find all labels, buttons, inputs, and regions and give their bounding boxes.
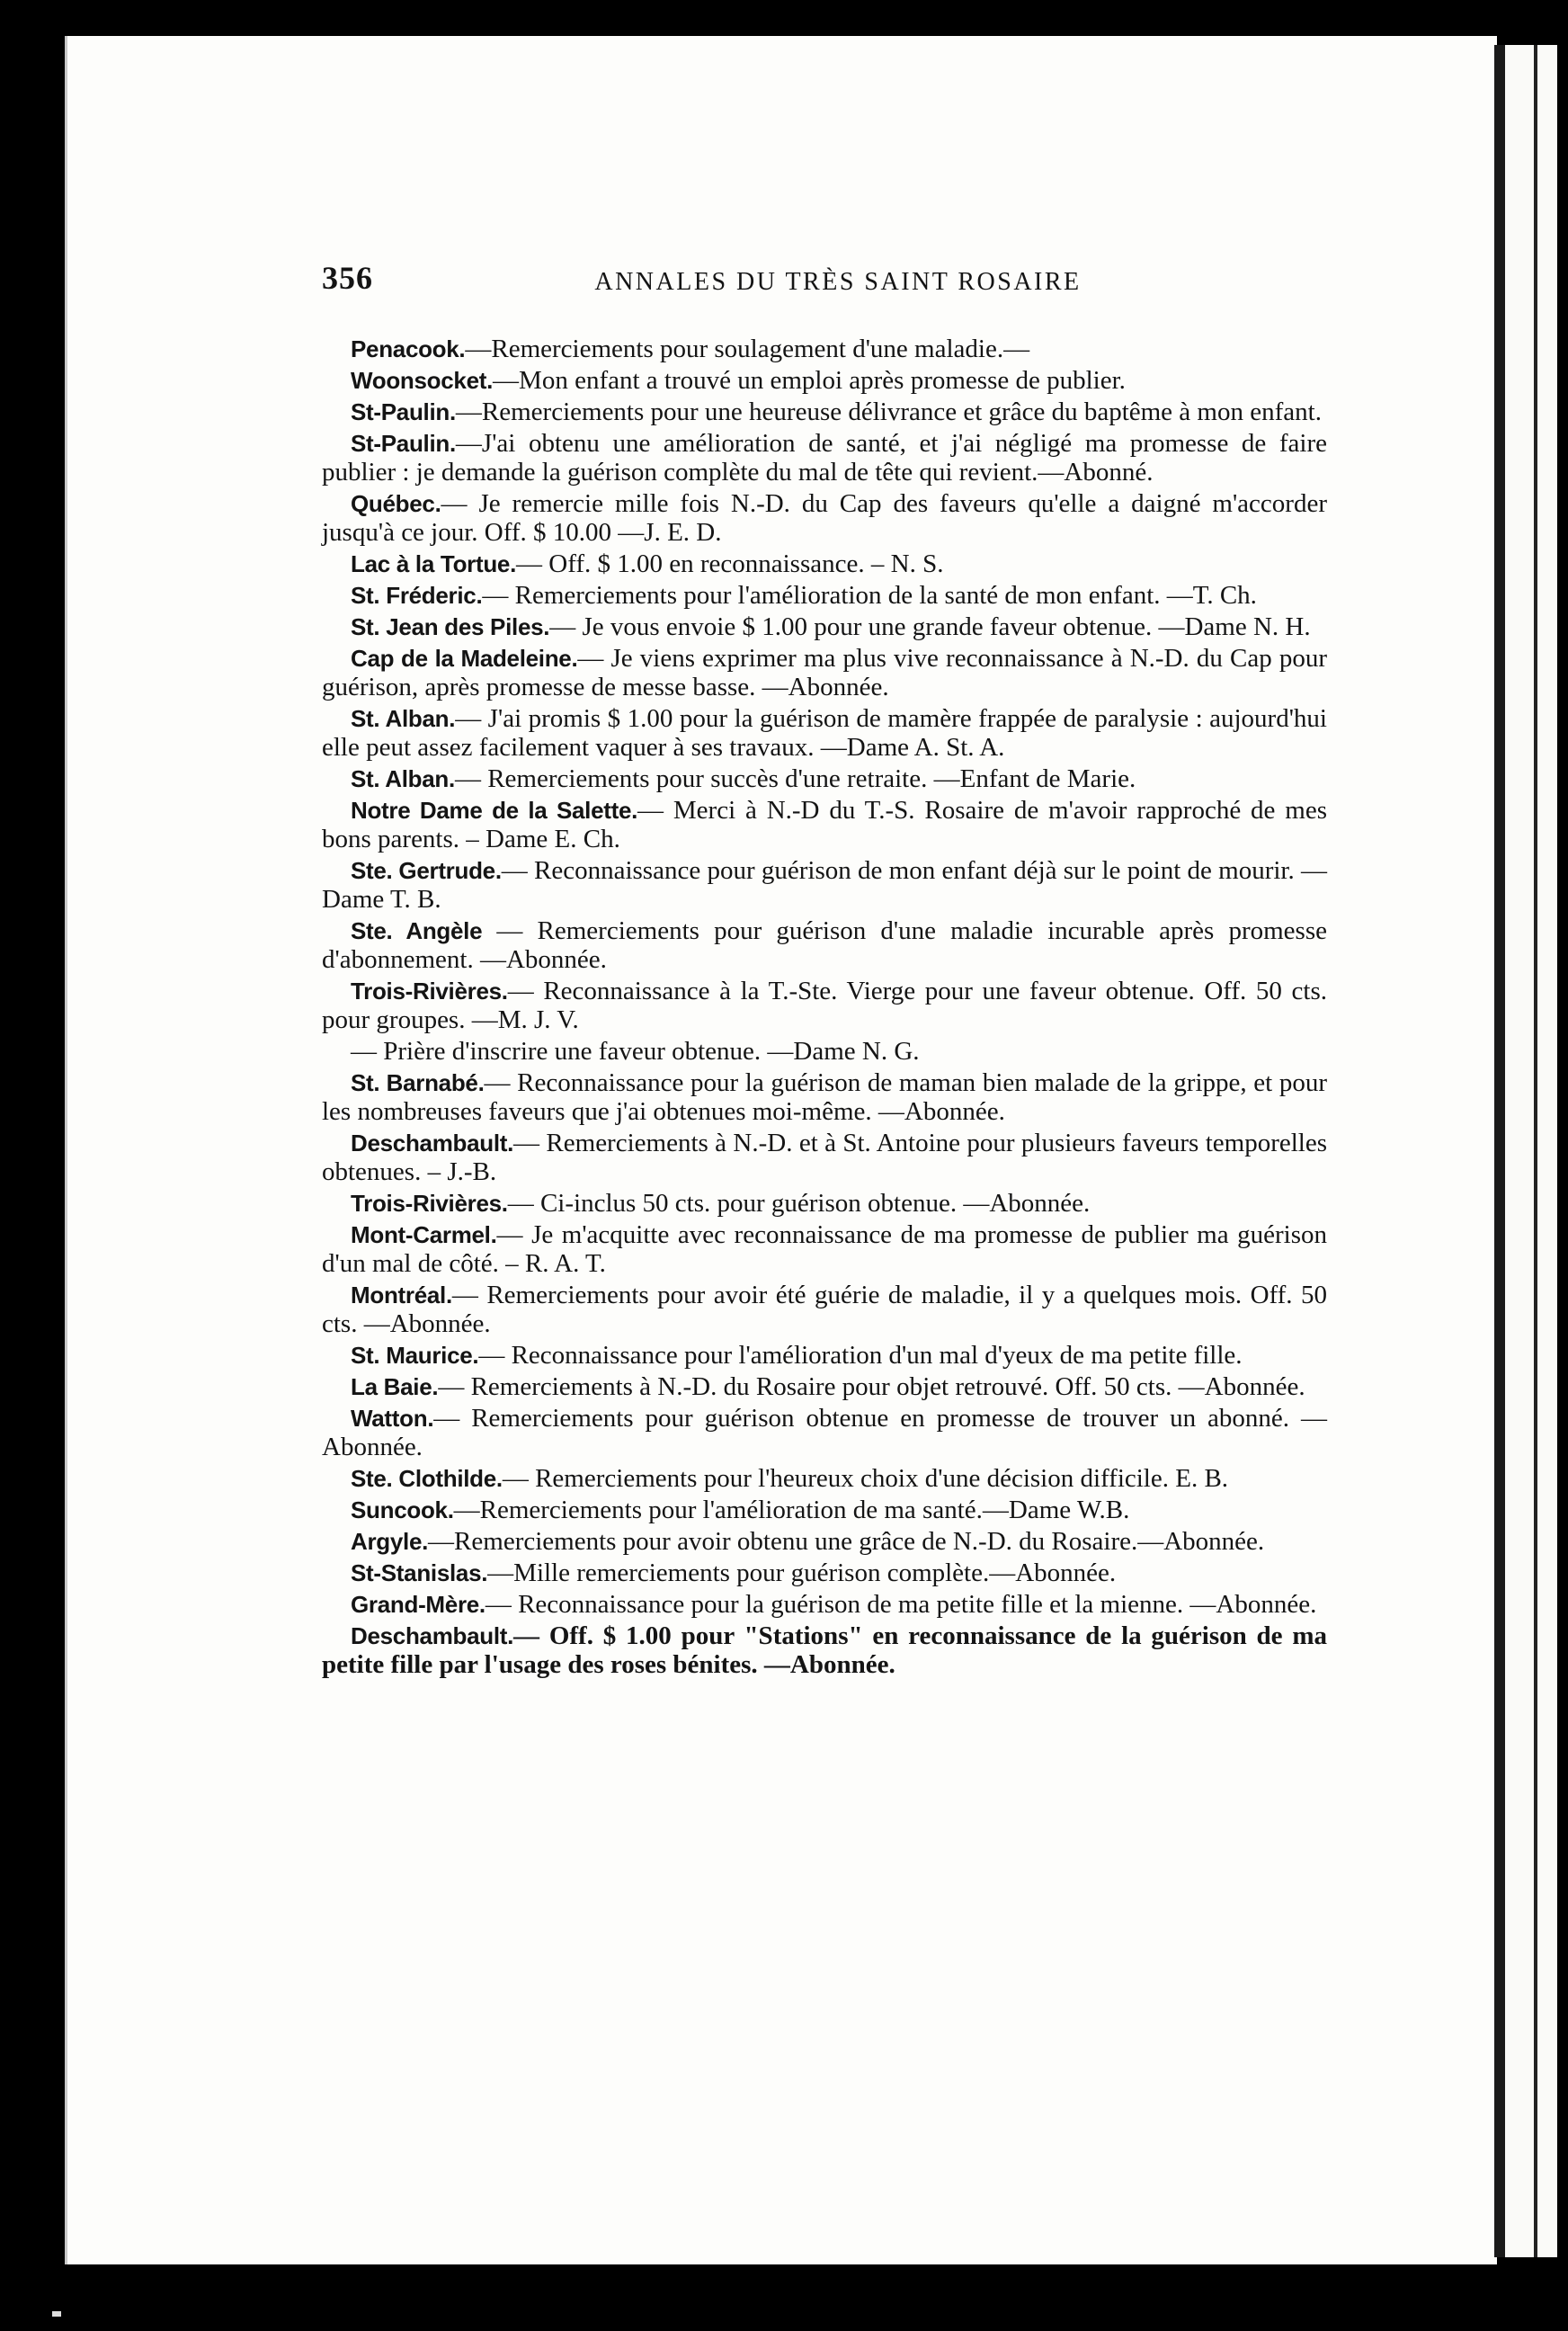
entry-place: Ste. Gertrude. <box>351 857 502 884</box>
entry-place: Lac à la Tortue. <box>351 550 516 577</box>
entry-text: — Off. $ 1.00 en reconnaissance. – N. S. <box>516 549 944 578</box>
entry-paragraph <box>322 581 1327 610</box>
entry-text: — Reconnaissance pour l'amélioration d'un mal d'yeux de ma petite fille. <box>478 1341 1243 1370</box>
entry-text: —Mille remerciements pour guérison complète.—Abonnée. <box>487 1558 1117 1587</box>
entry-place: St. Fréderic. <box>351 582 483 609</box>
entry-place: Québec. <box>351 490 441 517</box>
entry-text: — Je vous envoie $ 1.00 pour une grande faveur obtenue. —Dame N. H. <box>549 612 1311 641</box>
entry-text: — J'ai promis $ 1.00 pour la guérison de mamère frappée de paralysie : aujourd'hui elle peut assez facilement vaquer à ses travaux. —Dame A. St. A. <box>322 704 1327 762</box>
entry-text: — Reconnaissance pour guérison de mon enfant déjà sur le point de mourir. —Dame T. B. <box>322 856 1327 914</box>
running-title: ANNALES DU TRÈS SAINT ROSAIRE <box>594 268 1082 296</box>
entry-paragraph <box>322 1404 1327 1461</box>
entry-paragraph <box>322 1189 1327 1218</box>
entry-place: Deschambault. <box>351 1130 514 1157</box>
entry-text: —Mon enfant a trouvé un emploi après promesse de publier. <box>493 366 1126 395</box>
entry-paragraph <box>322 489 1327 547</box>
entry-paragraph <box>322 1372 1327 1401</box>
entry-paragraph <box>322 916 1327 974</box>
running-head <box>322 259 1327 309</box>
entry-place: St-Stanislas. <box>351 1559 488 1586</box>
entry-text: — Remerciements à N.-D. et à St. Antoine pour plusieurs faveurs temporelles obtenues. – J.-B. <box>322 1129 1327 1186</box>
page-content <box>322 259 1327 1682</box>
entry-paragraph <box>322 335 1327 363</box>
entry-place: Montréal. <box>351 1282 452 1308</box>
entry-place: Cap de la Madeleine. <box>351 645 578 672</box>
entry-text: — Remerciements pour guérison obtenue en promesse de trouver un abonné. —Abonnée. <box>322 1404 1327 1461</box>
entry-paragraph <box>322 856 1327 914</box>
entry-text: — Merci à N.-D du T.-S. Rosaire de m'avoir rapproché de mes bons parents. – Dame E. Ch. <box>322 796 1327 853</box>
entry-text: — Reconnaissance à la T.-Ste. Vierge pour une faveur obtenue. Off. 50 cts. pour groupes. —M. J. V. <box>322 977 1327 1034</box>
entry-paragraph <box>322 1464 1327 1493</box>
entry-text: —Remerciements pour une heureuse délivrance et grâce du baptême à mon enfant. <box>455 397 1322 426</box>
entry-place: St. Alban. <box>351 765 455 792</box>
entry-paragraph <box>322 549 1327 578</box>
entry-place: St. Jean des Piles. <box>351 613 550 640</box>
entry-place: St. Maurice. <box>351 1342 479 1369</box>
entry-paragraph <box>322 1068 1327 1126</box>
entry-paragraph <box>322 1496 1327 1524</box>
entry-text: — Remerciements pour avoir été guérie de maladie, il y a quelques mois. Off. 50 cts. —Abonnée. <box>322 1281 1327 1338</box>
entry-text: — Je remercie mille fois N.-D. du Cap des faveurs qu'elle a daigné m'accorder jusqu'à ce jour. Off. $ 10.00 —J. E. D. <box>322 489 1327 547</box>
entry-text: —J'ai obtenu une amélioration de santé, et j'ai négligé ma promesse de faire publier : je demande la guérison complète du mal de tête qui revient.—Abonné. <box>322 429 1327 487</box>
entry-place: La Baie. <box>351 1373 439 1400</box>
entry-paragraph <box>322 1558 1327 1587</box>
entry-place: Ste. Angèle <box>351 917 483 944</box>
entry-place: Trois-Rivières. <box>351 978 508 1005</box>
entry-paragraph <box>322 1341 1327 1370</box>
entry-paragraph <box>322 796 1327 853</box>
entry-place: St-Paulin. <box>351 398 456 425</box>
adjacent-page-edge <box>1494 45 1557 2257</box>
entry-paragraph <box>322 1281 1327 1338</box>
entry-text: — Remerciements pour l'heureux choix d'une décision difficile. E. B. <box>502 1464 1229 1493</box>
entry-paragraph <box>322 1037 1327 1066</box>
entry-paragraph <box>322 612 1327 641</box>
entry-paragraph <box>322 764 1327 793</box>
entry-place: St-Paulin. <box>351 430 456 457</box>
entry-text: — Remerciements à N.-D. du Rosaire pour objet retrouvé. Off. 50 cts. —Abonnée. <box>438 1372 1305 1401</box>
page-gutter-line <box>1534 45 1537 2257</box>
entry-paragraph <box>322 397 1327 426</box>
entry-text: — Remerciements pour guérison d'une maladie incurable après promesse d'abonnement. —Abonnée. <box>322 916 1327 974</box>
entry-paragraph <box>322 366 1327 395</box>
entry-place: Notre Dame de la Salette. <box>351 797 638 824</box>
entry-text: — Reconnaissance pour la guérison de maman bien malade de la grippe, et pour les nombreuses faveurs que j'ai obtenues moi-même. —Abonnée. <box>322 1068 1327 1126</box>
entry-place: Woonsocket. <box>351 367 494 394</box>
entry-text: — Prière d'inscrire une faveur obtenue. —Dame N. G. <box>351 1037 920 1066</box>
entry-paragraph <box>322 704 1327 762</box>
entry-place: Suncook. <box>351 1496 454 1523</box>
entry-paragraph <box>322 1621 1327 1679</box>
entry-text: — Ci-inclus 50 cts. pour guérison obtenue. —Abonnée. <box>507 1189 1091 1218</box>
entry-place: Argyle. <box>351 1528 429 1555</box>
entry-text: — Remerciements pour l'amélioration de la santé de mon enfant. —T. Ch. <box>482 581 1257 610</box>
entry-paragraph <box>322 429 1327 487</box>
entry-place: Trois-Rivières. <box>351 1190 508 1217</box>
entry-paragraph <box>322 1129 1327 1186</box>
entry-place: St. Alban. <box>351 705 456 732</box>
page-number: 356 <box>322 260 373 296</box>
entry-text: — Remerciements pour succès d'une retraite. —Enfant de Marie. <box>454 764 1136 793</box>
thanksgiving-entries <box>322 335 1327 1679</box>
entry-place: Penacook. <box>351 335 466 362</box>
entry-place: Deschambault. <box>351 1622 514 1649</box>
entry-place: Watton. <box>351 1405 434 1432</box>
entry-text: — Je viens exprimer ma plus vive reconnaissance à N.-D. du Cap pour guérison, après promesse de messe basse. —Abonnée. <box>322 644 1327 701</box>
entry-place: Ste. Clothilde. <box>351 1465 503 1492</box>
scan-artifact <box>52 2311 61 2317</box>
entry-paragraph <box>322 1590 1327 1619</box>
entry-text: —Remerciements pour l'amélioration de ma santé.—Dame W.B. <box>453 1496 1130 1524</box>
entry-text: —Remerciements pour avoir obtenu une grâce de N.-D. du Rosaire.—Abonnée. <box>428 1527 1265 1556</box>
entry-paragraph <box>322 1527 1327 1556</box>
entry-text: — Off. $ 1.00 pour "Stations" en reconnaissance de la guérison de ma petite fille par l'usage des roses bénites. —Abonnée. <box>322 1621 1327 1679</box>
entry-place: St. Barnabé. <box>351 1069 485 1096</box>
entry-text: — Reconnaissance pour la guérison de ma petite fille et la mienne. —Abonnée. <box>485 1590 1317 1619</box>
entry-text: — Je m'acquitte avec reconnaissance de ma promesse de publier ma guérison d'un mal de côté. – R. A. T. <box>322 1220 1327 1278</box>
entry-paragraph <box>322 977 1327 1034</box>
entry-paragraph <box>322 1220 1327 1278</box>
entry-place: Mont-Carmel. <box>351 1221 497 1248</box>
entry-paragraph <box>322 644 1327 701</box>
entry-place: Grand-Mère. <box>351 1591 486 1618</box>
entry-text: —Remerciements pour soulagement d'une maladie.— <box>465 335 1030 363</box>
